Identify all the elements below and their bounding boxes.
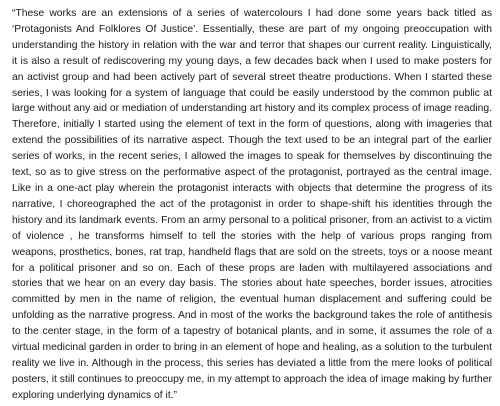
quote-paragraph: “These works are an extensions of a series of watercolours I had done some years back titled as ‘Protagonists And Folklores Of Justice’. Essentially, these are part of my ongoing preoccupation with understanding the history in relation with the war and terror that shapes our current reality. Linguistically, it is also a result of rediscovering my young days, a few decades back when I used to make posters for an activist group and had been actively part of several street theatre productions. When I started these series, I was looking for a system of language that could be easily understood by the common public at large without any aid or mediation of understanding art history and its complex process of image reading. Therefore, initially I started using the element of text in the form of questions, along with imageries that extend the possibilities of its narrative aspect. Though the text used to be an integral part of the earlier series of works, in the recent series, I allowed the images to speak for themselves by discontinuing the text, so as to give stress on the performative aspect of the protagonist, portrayed as the central image. Like in a one-act play wherein the protagonist interacts with objects that determine the progress of its narrative, I choreographed the act of the protagonist in order to shape-shift his identities through the history and its landmark events. From an army personal to a political prisoner, from an activist to a victim of violence , he transforms himself to tell the stories with the help of various props ranging from weapons, prosthetics, bones, rat trap, handheld flags that are sold on the streets, toys or a noose meant for a political prisoner and so on. Each of these props are laden with multilayered associations and stories that we hear on an every day basis. The stories about hate speeches, border issues, atrocities committed by men in the name of religion, the eventual human displacement and suffering could be unfolding as the narrative progress. And in most of the works the background takes the role of antithesis to the center stage, in the form of a tapestry of botanical plants, and in some, it assumes the role of a virtual medicinal garden in order to bring in an element of hope and healing, as a solution to the turbulent reality we live in. Although in the process, this series has deviated a little from the mere looks of political posters, it still continues to preoccupy me, in my attempt to approach the idea of image making by further exploring underlying dynamics of it.”: [12, 8, 492, 401]
